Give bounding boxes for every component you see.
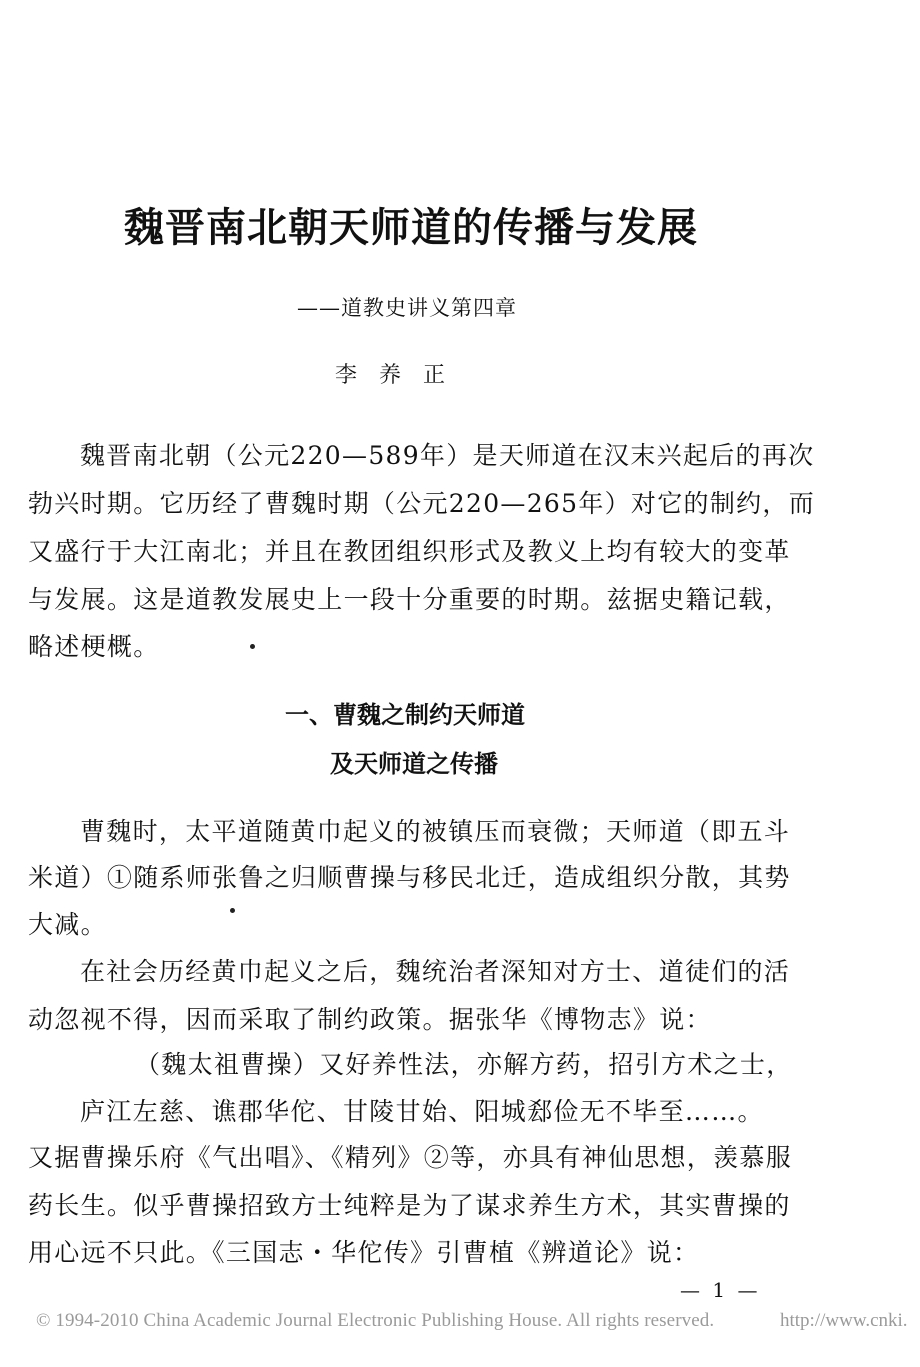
section-line-1: 曹魏时，太平道随黄巾起义的被镇压而衰微；天师道（即五斗 — [80, 817, 791, 846]
section-heading-line-2: 及天师道之传播 — [330, 750, 498, 778]
section-line-4: 在社会历经黄巾起义之后，魏统治者深知对方士、道徒们的活 — [80, 957, 791, 986]
page-number: — 1 — — [680, 1278, 761, 1302]
section-line-5: 动忽视不得，因而采取了制约政策。据张华《博物志》说： — [28, 1005, 712, 1034]
section-line-2: 米道）①随系师张鲁之归顺曹操与移民北迁，造成组织分散，其势 — [28, 863, 791, 892]
intro-line-4: 与发展。这是道教发展史上一段十分重要的时期。兹据史籍记载， — [28, 585, 791, 614]
intro-line-1: 魏晋南北朝（公元220—589年）是天师道在汉末兴起后的再次 — [80, 441, 815, 470]
section-line-3: 大减。 — [28, 910, 107, 939]
intro-line-3: 又盛行于大江南北；并且在教团组织形式及教义上均有较大的变革 — [28, 537, 791, 566]
article-title: 魏晋南北朝天师道的传播与发展 — [124, 204, 698, 251]
section-line-8: 用心远不只此。《三国志・华佗传》引曹植《辨道论》说： — [28, 1238, 700, 1267]
intro-line-2: 勃兴时期。它历经了曹魏时期（公元220—265年）对它的制约，而 — [28, 489, 816, 518]
section-line-7: 药长生。似乎曹操招致方士纯粹是为了谋求养生方术，其实曹操的 — [28, 1191, 791, 1220]
quote-line-1: （魏太祖曹操）又好养性法，亦解方药，招引方术之士， — [135, 1050, 793, 1079]
footer-copyright: © 1994-2010 China Academic Journal Electronic Publishing House. All rights reserved. — [36, 1310, 715, 1331]
scan-speck — [230, 908, 235, 913]
article-subtitle: ——道教史讲义第四章 — [297, 296, 517, 320]
section-heading-line-1: 一、曹魏之制约天师道 — [285, 701, 525, 729]
section-line-6: 又据曹操乐府《气出唱》、《精列》②等，亦具有神仙思想，羡慕服 — [28, 1143, 793, 1172]
footer-url: http://www.cnki. — [780, 1310, 908, 1331]
author-name: 李 养 正 — [335, 363, 446, 388]
quote-line-2: 庐江左慈、谯郡华佗、甘陵甘始、阳城郄俭无不毕至……。 — [80, 1097, 764, 1126]
intro-line-5: 略述梗概。 — [28, 632, 160, 661]
scan-speck — [250, 644, 255, 649]
